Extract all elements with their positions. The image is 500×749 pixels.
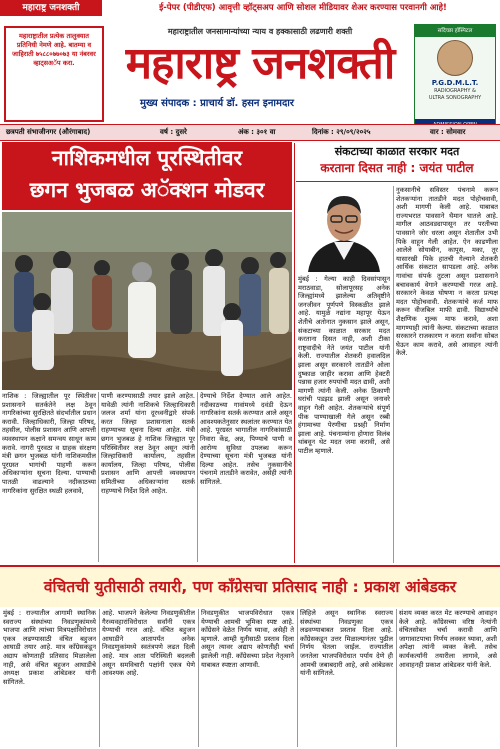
top-bar <box>0 0 500 16</box>
lead-headline-line-2: छगन भुजबळ अॅक्शन मोडवर <box>29 178 265 202</box>
column-rule <box>297 609 298 747</box>
ad-photo <box>437 40 473 76</box>
section-tag: महाराष्ट्र जनशक्ती <box>0 0 102 16</box>
issue-info-bar <box>0 124 500 141</box>
city: छत्रपती संभाजीनगर (औरंगाबाद) <box>6 128 91 136</box>
bottom-story-col-2: आहे. भाजपने केलेल्या निवडणुकीतील गैरव्यवहारांविरोधात सर्वांनी एकत्र येण्याची गरज आहे. वंचित बहुजन आघाडीने आतापर्यंत अनेक निवडणुकांमध्ये स्वतंत्रपणे लढत दिली आहे. मात्र आता परिस्थिती बदलली असून समविचारी पक्षांनी एकत्र येणे आवश्यक आहे. <box>102 609 195 678</box>
bottom-story-col-1: मुंबई : राज्यातील आगामी स्थानिक स्वराज्य संस्थांच्या निवडणुकांमध्ये भाजपा आणि त्यांच्या मित्रपक्षांविरोधात एकत्र लढण्यासाठी वंचित बहुजन आघाडी तयार आहे. मात्र काँग्रेसकडून अद्याप कोणताही प्रतिसाद मिळालेला नाही, असे वंचित बहुजन आघाडीचे अध्यक्ष प्रकाश आंबेडकर यांनी सांगितले. <box>3 609 96 686</box>
lead-photo <box>2 212 292 390</box>
lead-story-col-3: देण्याचे निर्देश देण्यात आले आहेत. नदीकाठच्या गावांमध्ये दवंडी देऊन नागरिकांना सतर्क करण्यात आले असून आवश्यकतेनुसार स्थलांतर करण्यात येत आहे. पूरग्रस्त भागातील नागरिकांसाठी निवारा केंद्र, अन्न, पिण्याचे पाणी व आरोग्य सुविधा उपलब्ध करून देण्याच्या सूचना मंत्री भुजबळ यांनी दिल्या आहेत. तसेच नुकसानीचे पंचनामे तातडीने करावेत, असेही त्यांनी सांगितले. <box>200 392 292 486</box>
flood-inspection-photo <box>2 212 292 390</box>
jayant-patil-portrait <box>298 186 390 272</box>
recruitment-box: महाराष्ट्रातील प्रत्येक तालुक्यात प्रतिनिधी नेमणे आहे. बातम्या व जाहिराती ७५८८०७७०७३ या नंबरवर व्हाट्सअॅप करा. <box>4 26 104 122</box>
issue-number: अंक : ३०१ वा <box>238 128 276 136</box>
year: वर्ष : दुसरे <box>160 128 187 136</box>
bottom-story-col-4: लिहिले असून स्थानिक स्वराज्य संस्थांच्या निवडणुका एकत्र लढवण्याबाबत प्रस्ताव दिला आहे. काँग्रेसकडून उत्तर मिळाल्यानंतर पुढील निर्णय घेतला जाईल. राज्यातील जनतेला भाजपविरोधात पर्याय देणे ही आमची जबाबदारी आहे, असे आंबेडकर यांनी सांगितले. <box>300 609 393 678</box>
lead-story-col-2: पाणी करण्यासाठी तयार झाले आहेत. यावेळी त्यांनी नाशिकचे जिल्हाधिकारी जलज शर्मा यांना दूरध्वनीद्वारे संपर्क करत जिल्हा प्रशासनाला सतर्क राहण्याच्या सूचना दिल्या आहेत. मंत्री छगन भुजबळ हे नाशिक जिल्ह्यात पूर परिस्थितीवर लक्ष ठेवून असून त्यांनी जिल्हाधिकारी कार्यालय, तहसील कार्यालय, जिल्हा परिषद, पोलीस प्रशासन आणि आपत्ती व्यवस्थापन समितीच्या अधिकाऱ्यांना सतर्क राहण्याचे निर्देश दिले आहेत. <box>101 392 195 495</box>
chief-editor: मुख्य संपादक : प्राचार्य डॉ. हसन इनामदार <box>140 98 294 109</box>
section-rule <box>294 143 295 563</box>
column-rule <box>99 609 100 747</box>
ad-header: सदिच्छा हॉस्पिटल <box>415 25 495 37</box>
hospital-ad <box>414 24 496 132</box>
jp-story-col-2: नुकसानीचे सविस्तर पंचनामे करून शेतकऱ्यांना तातडीने मदत पोहोचवावी, अशी मागणी केली आहे. याबाबत राज्यभरात पावसाने थैमान घातले आहे. मागील आठवड्यापासून तर परतीच्या पावसाने जोर धरला असून शेतातील उभी पिके वाहून गेली आहेत. ऐन काढणीला आलेले सोयाबीन, कापूस, मका, तूर यासारखी पिके हातची गेल्याने शेतकरी आर्थिक संकटात सापडला आहे. अनेक गावांचा संपर्क तुटला असून प्रशासनाने बचावकार्य वेगाने करण्याची गरज आहे. सरकारने केवळ घोषणा न करता प्रत्यक्ष मदत पोहोचवावी. शेतकऱ्यांचे कर्ज माफ करून वीजबिल माफी द्यावी. विद्यार्थ्यांचे शैक्षणिक शुल्क माफ करावे, अशा मागण्याही त्यांनी केल्या. संकटाच्या काळात सरकारने राजकारण न करता सर्वांना सोबत घेऊन काम करावे, असे आवाहन त्यांनी केले. <box>396 186 498 358</box>
column-rule <box>98 392 99 562</box>
portrait-photo <box>298 186 390 272</box>
ad-line-1: RADIOGRAPHY & <box>434 88 476 94</box>
column-rule <box>198 609 199 747</box>
jp-headline <box>296 143 498 182</box>
jp-headline-line-1: संकटाच्या काळात सरकार मदत <box>334 145 460 158</box>
lead-story-col-1: नाशिक : जिल्ह्यातील पूर स्थितीवर प्रशासनाने सतर्कतेने लक्ष ठेवून नागरिकांच्या सुरक्षितते संदर्भातील प्रधान करावी. जिल्हाधिकारी, जिल्हा परिषद, तहसील, पोलीस प्रशासन आणि आपत्ती व्यवस्थापन कक्षाने समन्वय साधून काम करावे. नागरी पुरवठा व ग्राहक संरक्षण मंत्री छगन भुजबळ यांनी नाशिकमधील पूरग्रस्त भागांची पाहणी करून अधिकाऱ्यांना सूचना दिल्या. पाण्याची पातळी वाढल्याने नदीकाठच्या नागरिकांना सुरक्षित स्थळी हलवावे, <box>2 392 96 495</box>
column-rule <box>396 609 397 747</box>
bottom-story-col-3: निवडणुकीत भाजपविरोधात एकत्र येण्याची आमची भूमिका स्पष्ट आहे. काँग्रेसने वेळेत निर्णय घ्यावा, असेही ते म्हणाले. आम्ही युतीसाठी प्रस्ताव दिला असून त्यावर अद्याप कोणतीही चर्चा झालेली नाही. काँग्रेसच्या प्रदेश नेतृत्वाने याबाबत स्पष्टता आणावी. <box>201 609 294 669</box>
column-rule <box>197 392 198 562</box>
lead-headline <box>2 142 292 210</box>
lead-headline-line-1: नाशिकमधील पूरस्थितीवर <box>51 146 243 170</box>
masthead: महाराष्ट्र जनशक्ती <box>125 38 395 89</box>
column-rule <box>393 186 394 563</box>
weekday: वार : सोमवार <box>430 128 466 136</box>
bottom-headline: वंचितची युतीसाठी तयारी, पण काँग्रेसचा प्रतिसाद नाही : प्रकाश आंबेडकर <box>43 578 457 596</box>
ad-line-2: ULTRA SONOGRAPHY <box>428 95 482 101</box>
jp-story-col-1: मुंबई : गेल्या काही दिवसांपासून मराठवाडा, सोलापूरसह अनेक जिल्ह्यांमध्ये झालेल्या अतिवृष्टीने जनजीवन पूर्णपणे विस्कळीत झाले आहे. यामुळे नद्यांना महापूर येऊन शेतीचे अतोनात नुकसान झाले असून, संकटाच्या काळात सरकार मदत करताना दिसत नाही, अशी टीका राष्ट्रवादीचे नेते जयंत पाटील यांनी केली. राज्यातील शेतकरी हवालदिल झाला असून सरकारने तातडीने ओला दुष्काळ जाहीर करावा आणि हेक्टरी पन्नास हजार रुपयांची मदत द्यावी, अशी मागणी त्यांनी केली. अनेक ठिकाणी घरांची पडझड झाली असून जनावरे वाहून गेली आहेत. शेतकऱ्यांचे संपूर्ण पीक पाण्याखाली गेले असून रब्बी हंगामाच्या पेरणीचा प्रश्नही निर्माण झाला आहे. पंचनाम्यांना होणारा विलंब थांबवून थेट मदत जमा करावी, असे पाटील म्हणाले. <box>298 275 390 455</box>
bottom-headline-band <box>0 567 500 607</box>
epaper-notice: ई-पेपर (पीडीएफ) आवृत्ती व्हॉट्सअप आणि सोशल मीडियावर शेअर करण्यास परवानगी आहे! <box>159 3 447 13</box>
date: दिनांक : २९/०९/२०२५ <box>312 128 371 136</box>
tagline: महाराष्ट्रातील जनसामान्यांच्या न्याय व हक्कासाठी लढणारी शक्ती <box>167 27 353 36</box>
bottom-story-col-5: संशय व्यक्त करत मेट करण्याचे आवाहन केले आहे. काँग्रेसच्या वरिष्ठ नेत्यांनी वंचितसोबत चर्चा करावी आणि जागावाटपाचा निर्णय लवकर घ्यावा, अशी अपेक्षा त्यांनी व्यक्त केली. तसेच कार्यकर्त्यांनी तयारीला लागावे, असे आवाहनही प्रकाश आंबेडकर यांनी केले. <box>399 609 497 669</box>
ad-course: P.G.D.M.L.T. <box>431 79 479 87</box>
jp-headline-line-2: करताना दिसत नाही : जयंत पाटील <box>320 161 474 175</box>
